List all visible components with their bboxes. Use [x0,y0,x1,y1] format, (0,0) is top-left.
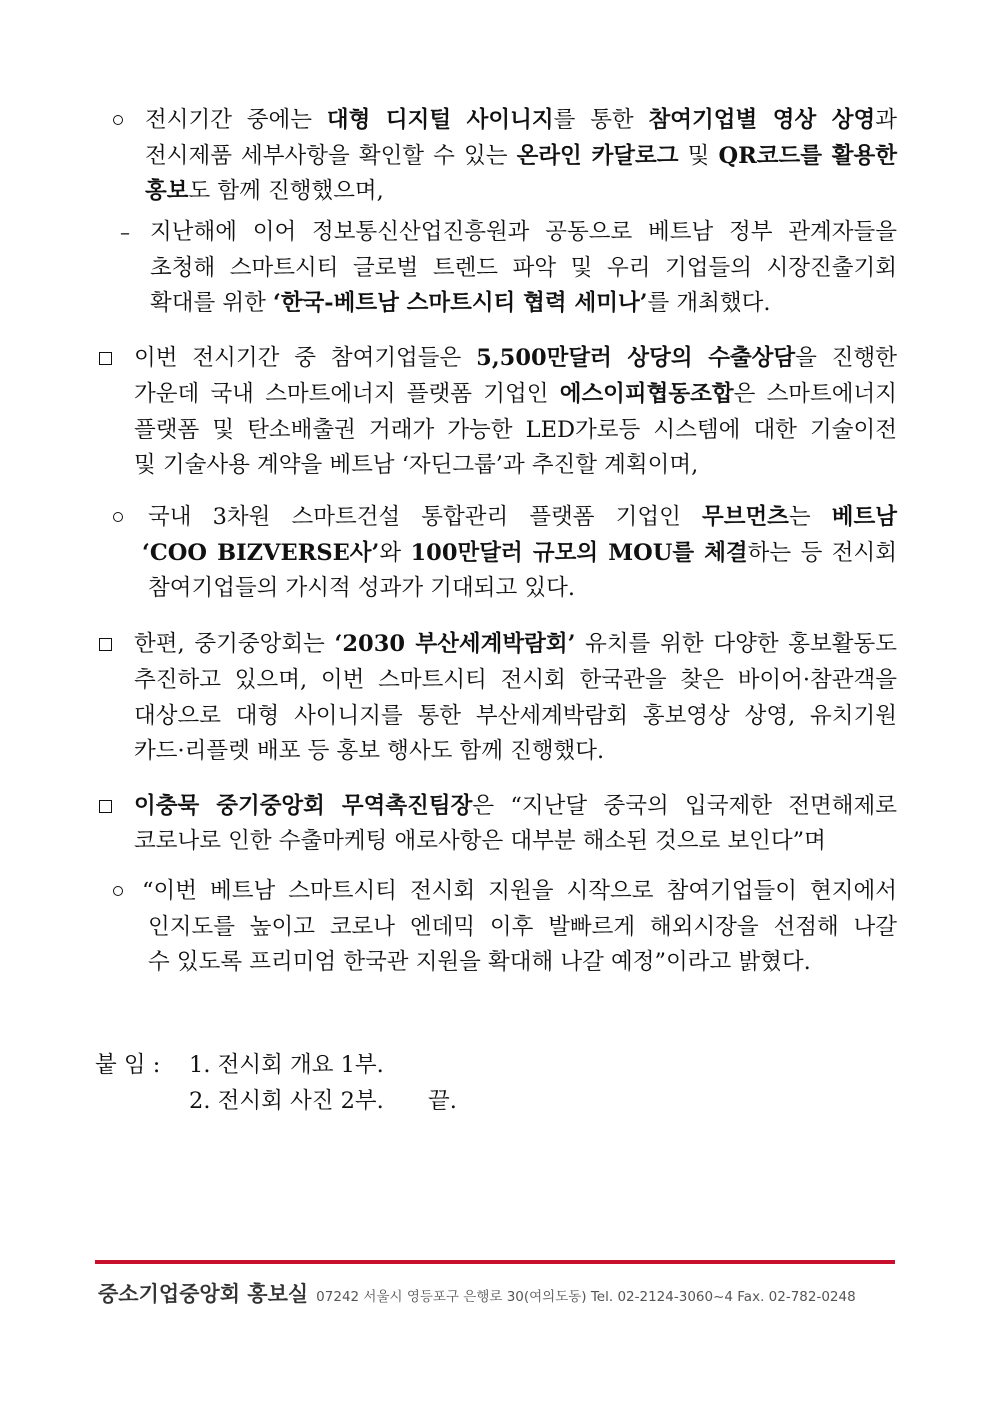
text-line: 추진하고 있으며, 이번 스마트시티 전시회 한국관을 찾은 바이어·참관객을 [134,667,897,693]
text-line: 가운데 국내 스마트에너지 플랫폼 기업인 에스이피협동조합은 스마트에너지 [134,381,897,407]
circle-bullet-icon [113,886,123,896]
footer-address: 07242 서울시 영등포구 은행로 30(여의도동) Tel. 02-2124-3060~4 Fax. 02-782-0248 [316,1289,856,1305]
circle-bullet-icon [113,512,123,522]
text-line: 홍보도 함께 진행했으며, [145,178,384,204]
attachment-item-1: 1. 전시회 개요 1부. [189,1052,384,1078]
square-bullet-icon [99,638,112,651]
text-line: 카드·리플렛 배포 등 홍보 행사도 함께 진행했다. [134,738,605,764]
text-line: 대상으로 대형 사이니지를 통한 부산세계박람회 홍보영상 상영, 유치기원 [134,703,897,729]
text-line: 전시기간 중에는 대형 디지털 사이니지를 통한 참여기업별 영상 상영과 [145,107,897,133]
square-bullet-icon [99,800,112,813]
text-line: 이번 전시기간 중 참여기업들은 5,500만달러 상당의 수출상담을 진행한 [134,345,897,371]
end-mark: 끝. [428,1088,457,1114]
attachment-item-2: 2. 전시회 사진 2부. [189,1088,384,1114]
text-line: 참여기업들의 가시적 성과가 기대되고 있다. [148,575,575,601]
footer [98,1278,856,1308]
circle-bullet-icon [113,115,123,125]
text-line: “이번 베트남 스마트시티 전시회 지원을 시작으로 참여기업들이 현지에서 [142,878,897,904]
text-line: 플랫폼 및 탄소배출권 거래가 가능한 LED가로등 시스템에 대한 기술이전 [134,417,897,443]
text-line: 국내 3차원 스마트건설 통합관리 플랫폼 기업인 무브먼츠는 베트남 [148,504,897,530]
text-line: 및 기술사용 계약을 베트남 ‘자딘그룹’과 추진할 계획이며, [134,452,699,478]
text-line: 전시제품 세부사항을 확인할 수 있는 온라인 카달로그 및 QR코드를 활용한 [145,143,897,169]
text-line: 지난해에 이어 정보통신산업진흥원과 공동으로 베트남 정부 관계자들을 [150,219,897,245]
square-bullet-icon [99,352,112,365]
text-line: 한편, 중기중앙회는 ‘2030 부산세계박람회’ 유치를 위한 다양한 홍보활동도 [134,631,897,657]
text-line: ‘COO BIZVERSE사’와 100만달러 규모의 MOU를 체결하는 등 전시회 [142,540,898,566]
dash-marker: – [120,220,130,244]
text-line: 이충묵 중기중앙회 무역촉진팀장은 “지난달 중국의 입국제한 전면해제로 [134,793,897,819]
text-line: 코로나로 인한 수출마케팅 애로사항은 대부분 해소된 것으로 보인다”며 [134,828,826,854]
footer-organization: 중소기업중앙회 홍보실 [98,1282,309,1306]
text-line: 초청해 스마트시티 글로벌 트렌드 파악 및 우리 기업들의 시장진출기회 [150,255,897,281]
text-line: 수 있도록 프리미엄 한국관 지원을 확대해 나갈 예정”이라고 밝혔다. [148,949,811,975]
text-line: 확대를 위한 ‘한국-베트남 스마트시티 협력 세미나’를 개최했다. [150,290,771,316]
footer-divider [95,1260,895,1264]
attachments-label: 붙 임 : [95,1052,161,1078]
text-line: 인지도를 높이고 코로나 엔데믹 이후 발빠르게 해외시장을 선점해 나갈 [148,914,897,940]
